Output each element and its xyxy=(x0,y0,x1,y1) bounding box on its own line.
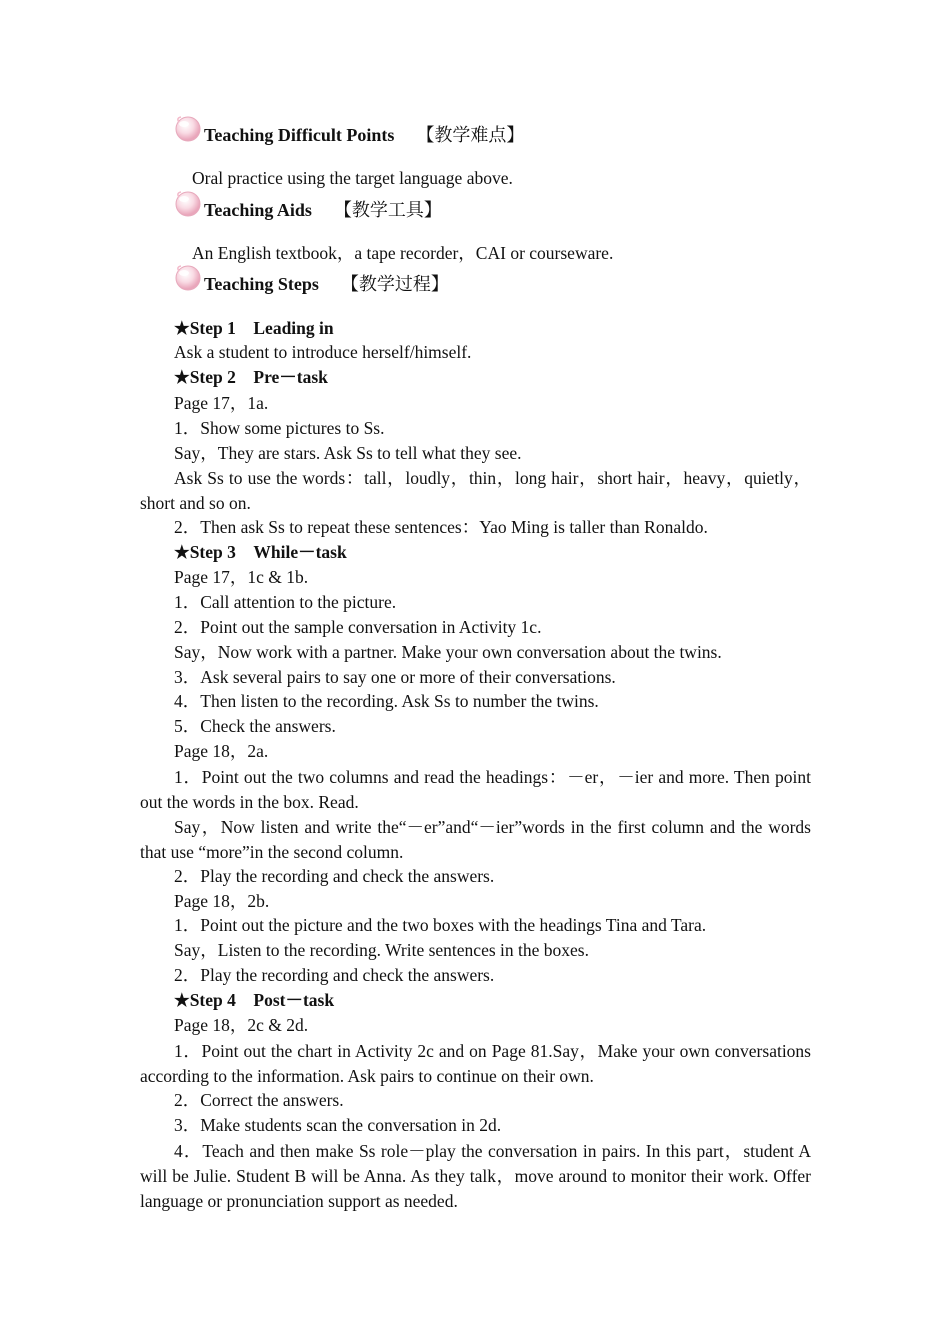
text-line: Say，Listen to the recording. Write sentences in the boxes. xyxy=(174,940,589,960)
text-line: Page 18，2c & 2d. xyxy=(174,1015,309,1035)
section-body: An English textbook，a tape recorder，CAI or courseware. xyxy=(192,243,614,263)
section-title: Teaching Steps xyxy=(204,274,319,294)
section-title-cn: 【教学工具】 xyxy=(333,200,442,220)
text-line: 2．Then ask Ss to repeat these sentences：Yao Ming is taller than Ronaldo. xyxy=(174,517,708,537)
section-title: Teaching Aids xyxy=(204,200,312,220)
text-line: 3．Ask several pairs to say one or more of their conversations. xyxy=(174,667,616,687)
text-line: Say，They are stars. Ask Ss to tell what they see. xyxy=(174,443,522,463)
text-line: Page 18，2a. xyxy=(174,741,269,761)
text-paragraph: Say，Now listen and write the“－er”and“－ier”words in the first column and the words that use “more”in the second column. xyxy=(140,817,811,862)
section-title: Teaching Difficult Points xyxy=(204,125,395,145)
pink-bubble-icon xyxy=(174,114,206,146)
text-line: 2．Play the recording and check the answers. xyxy=(174,965,495,985)
text-line: Say，Now work with a partner. Make your own conversation about the twins. xyxy=(174,642,722,662)
text-paragraph: 4．Teach and then make Ss role－play the conversation in pairs. In this part，student A will be Julie. Student B will be Anna. As they talk，move around to monitor their work. Offer language or pronunciation support as needed. xyxy=(140,1141,811,1211)
text-line: 2．Correct the answers. xyxy=(174,1090,344,1110)
step-heading: ★Step 3 While－task xyxy=(174,542,347,562)
text-line: 5．Check the answers. xyxy=(174,716,336,736)
text-paragraph: 1．Point out the chart in Activity 2c and on Page 81.Say，Make your own conversations according to the information. Ask pairs to continue on their own. xyxy=(140,1041,811,1086)
pink-bubble-icon xyxy=(174,189,206,221)
section-heading-teaching-steps xyxy=(174,261,449,295)
section-heading-difficult-points xyxy=(174,112,524,146)
text-line: 1．Point out the picture and the two boxes with the headings Tina and Tara. xyxy=(174,915,707,935)
text-line: Page 17，1c & 1b. xyxy=(174,567,309,587)
text-line: Page 17，1a. xyxy=(174,393,269,413)
text-line: Page 18，2b. xyxy=(174,891,270,911)
text-line: 3．Make students scan the conversation in 2d. xyxy=(174,1115,502,1135)
text-line: 1．Show some pictures to Ss. xyxy=(174,418,385,438)
text-paragraph: 1．Point out the two columns and read the headings：－er，－ier and more. Then point out the words in the box. Read. xyxy=(140,767,811,812)
text-line: 2．Point out the sample conversation in Activity 1c. xyxy=(174,617,542,637)
section-heading-teaching-aids xyxy=(174,187,442,221)
section-title-cn: 【教学难点】 xyxy=(416,125,525,145)
step-heading: ★Step 4 Post－task xyxy=(174,990,335,1010)
text-line: 1．Call attention to the picture. xyxy=(174,592,397,612)
text-line: Ask a student to introduce herself/himself. xyxy=(174,342,472,362)
step-heading: ★Step 2 Pre－task xyxy=(174,367,328,387)
step-heading: ★Step 1 Leading in xyxy=(174,318,334,338)
text-line: 2．Play the recording and check the answers. xyxy=(174,866,495,886)
section-body: Oral practice using the target language above. xyxy=(192,168,513,188)
text-line: 4．Then listen to the recording. Ask Ss to number the twins. xyxy=(174,691,599,711)
text-paragraph: Ask Ss to use the words：tall，loudly，thin，long hair，short hair，heavy，quietly，short and so on. xyxy=(140,468,811,513)
section-title-cn: 【教学过程】 xyxy=(340,274,449,294)
pink-bubble-icon xyxy=(174,263,206,295)
